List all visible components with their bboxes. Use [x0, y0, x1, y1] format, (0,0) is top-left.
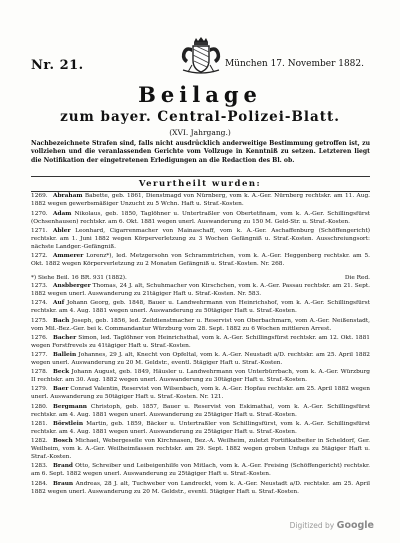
divider-under-heading	[31, 191, 370, 192]
entry-1275: 1275. Bach Joseph, geb. 1856, led. Zeitdienstmacher u. Reservist von Oberbachmarn, vom A.-Ger. Neißenstadt, vom Mil.-Bez.-Ger. bei k. Commandantur Würzburg vom 28. Sept. 1882 zu 6 Wochen mittleren Arrest.	[31, 318, 370, 332]
title-sub: zum bayer. Central-Polizei-Blatt.	[60, 109, 340, 125]
entry-1271: 1271. Abler Leonhard, Cigarrenmacher von Mainaschaff, vom k. A.-Ger. Aschaffenburg (Schöffengericht) rechtskr. am 1. Juni 1882 wegen Körperverletzung zu 3 Wochen Gefängniß u. Straf.-Kosten. Ausschreiungsort: nächste Landger.-Gefängniß.	[31, 228, 370, 250]
entry-1273: 1273. Ansbberger Thomas, 24 J. alt, Schuhmacher von Kirschchen, vom k. A.-Ger. Passau rechtskr. am 21. Sept. 1882 wegen unerl. Auswanderung zu 21tägiger Haft u. Straf.-Kosten. Nr. 583.	[31, 283, 370, 297]
issue-date: München 17. November 1882.	[224, 59, 364, 69]
entry-1278: 1278. Beck Johann August, geb. 1849, Häusler u. Landwehrmann von Unterbürrbach, vom k. A.-Ger. Würzburg II rechtskr. am 30. Aug. 1882 wegen unerl. Auswanderung zu 30tägiger Haft u. Straf.-Kosten.	[31, 369, 370, 383]
entry-1274: 1274. Auf Johann Georg, geb. 1848, Bauer u. Landwehrmann von Heinrichshof, vom k. A.-Ger. Schillingsfürst rechtskr. am 4. Aug. 1881 wegen unerl. Auswanderung zu 50tägiger Haft u. Straf.-Kosten.	[31, 300, 370, 314]
digitized-watermark	[290, 520, 374, 531]
entry-1284: 1284. Braun Andreas, 28 J. alt, Tuchweber von Landreckt, vom k. A.-Ger. Neustadt a/D. rechtskr. am 25. April 1882 wegen unerl. Auswanderung zu 20 M. Geldstr., eventl. 5tägiger Haft u. Straf.-Kosten.	[31, 481, 371, 495]
title-main: Beilage	[138, 82, 262, 107]
issue-number: Nr. 21.	[31, 58, 84, 73]
entry-1276: 1276. Bacher Simon, led. Taglöhner von Heinrichsthal, vom k. A.-Ger. Schillingsfürst rechtskr. am 12. Okt. 1881 wegen Forstfrevels zu 41tägiger Haft u. Straf.-Kosten.	[31, 335, 371, 349]
entry-1281: 1281. Börstlein Martin, geb. 1859, Bäcker u. Untertraßler von Schillingsfürst, vom k. A.-Ger. Schillingsfürst rechtskr. am 4. Aug. 1881 wegen unerl. Auswanderung zu 25tägiger Haft u. Straf.-Kosten.	[31, 421, 370, 435]
entry-1269: 1269. Abraham Babette, geb. 1861, Dienstmagd von Nürnberg, vom k. A.-Ger. Nürnberg rechtskr. am 11. Aug. 1882 wegen gewerbsmäßiger Unzucht zu 5 Wchn. Haft u. Straf.-Kosten.	[31, 193, 371, 207]
footnote	[31, 275, 370, 283]
volume-label: (XVI. Jahrgang.)	[169, 128, 231, 137]
entry-1280: 1280. Bergmann Christoph, geb. 1857, Bauer u. Reservist von Eskimathal, vom k. A.-Ger. Schillingsfürst rechtskr. am 4. Aug. 1881 wegen unerl. Auswanderung zu 25tägiger Haft u. Straf.-Kosten.	[31, 404, 370, 418]
bavarian-coat-of-arms-icon	[178, 36, 224, 76]
watermark-prefix: Digitized by	[289, 521, 335, 530]
footnote-signature: Die Red.	[344, 275, 370, 281]
entry-1270: 1270. Adam Nikolaus, geb. 1850, Taglöhner u. Untertraßler von Obertetfinam, vom k. A.-Ger. Schillingsfürst (Ochsenhausen) rechtskr. am 6. Okt. 1881 wegen unerl. Auswanderung zu 150 M. Geld-Str. u. Straf.-Kosten.	[31, 211, 371, 225]
divider-top	[31, 176, 370, 177]
footnote-text: *) Siehe Beil. 16 BR. 931 (1882).	[31, 275, 127, 281]
watermark-brand: Google	[336, 520, 374, 531]
entry-1283: 1283. Brand Otto, Schreiber und Leibeigenhilfe von Mitlach, vom k. A.-Ger. Freising (Schöffengericht) rechtskr. am 6. Sept. 1882 wegen unerl. Auswanderung zu 25tägiger Haft u. Straf.-Kosten.	[31, 463, 370, 477]
entry-1277: 1277. Ballein Johannes, 29 J. alt, Knecht von Opfeltal, vom k. A.-Ger. Neustadt a/D. rechtskr. am 25. April 1882 wegen unerl. Auswanderung zu 20 M. Geldstr., eventl. 5tägiger Haft u. Straf.-Kosten.	[31, 352, 370, 366]
section-heading: Verurtheilt wurden:	[138, 179, 262, 189]
entry-1272: 1272. Ammerer Lorenz*), led. Metzgersohn von Schrammtrichen, vom k. A.-Ger. Heggenberg rechtskr. am 5. Okt. 1882 wegen Körperverletzung zu 2 Monaten Gefängniß u. Straf.-Kosten. Nr. 268.	[31, 253, 371, 267]
entry-1282: 1282. Bosch Michael, Webergeselle von Kirchnasen, Bez.-A. Weilheim, zuletzt Fortifikatbeiter in Scheldorf, Ger. Weilheim, vom k. A.-Ger. Weilheimfassen rechtskr. am 29. Sept. 1882 wegen groben Unfugs zu 5tägiger Haft u. Straf.-Kosten.	[31, 438, 371, 460]
entry-1279: 1279. Baer Conrad Valentin, Reservist von Wilsenbach, vom k. A.-Ger. Hopfau rechtskr. am 25. April 1882 wegen unerl. Auswanderung zu 50tägiger Haft u. Straf.-Kosten. Nr. 121.	[31, 386, 371, 400]
intro-paragraph: Nachbezeichnete Strafen sind, falls nicht ausdrücklich anderweitige Bestimmung getroffen ist, zu vollziehen und die veranlassenden Gerichte vom Vollzuge in Kenntniß zu setzen. Letzteren liegt die Notifikation der eingetretenen Erledigungen an die Redaction des Bl. ob.	[31, 140, 370, 164]
